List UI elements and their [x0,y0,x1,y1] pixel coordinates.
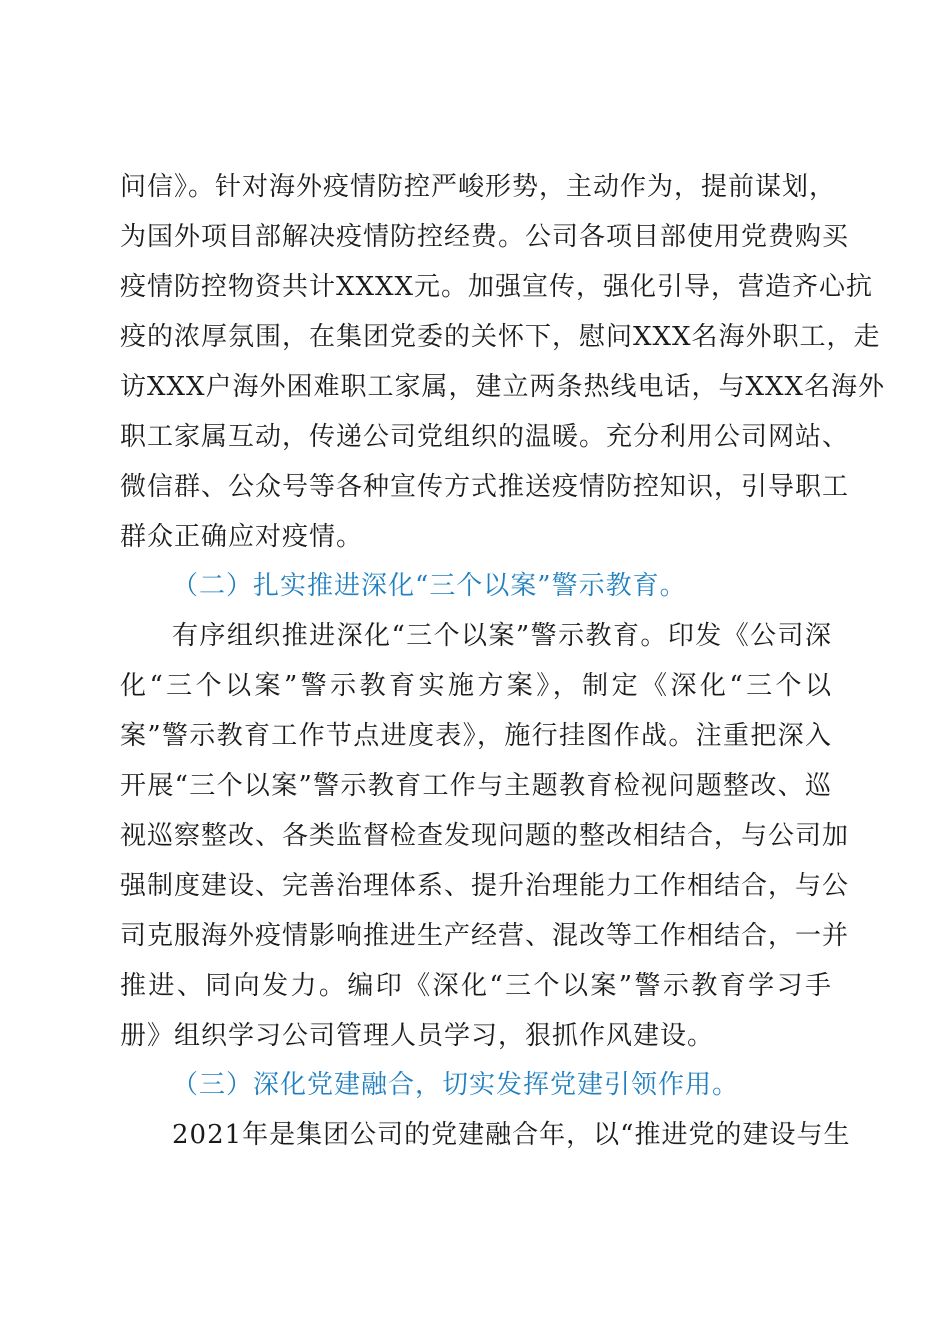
paragraph-line: 疫的浓厚氛围，在集团党委的关怀下，慰问XXX名海外职工，走 [120,322,881,352]
paragraph-line: 为国外项目部解决疫情防控经费。公司各项目部使用党费购买 [120,222,850,252]
paragraph-line: 化“三个以案”警示教育实施方案》，制定《深化“三个以 [120,671,832,701]
paragraph-line-last: 册》组织学习公司管理人员学习，狠抓作风建设。 [120,1021,715,1051]
section-heading-2: （二）扎实推进深化“三个以案”警示教育。 [172,571,687,601]
paragraph-line-first: 2021年是集团公司的党建融合年，以“推进党的建设与生 [172,1120,851,1150]
paragraph-line: 职工家属互动，传递公司党组织的温暖。充分利用公司网站、 [120,422,850,452]
paragraph-line-last: 群众正确应对疫情。 [120,522,364,552]
paragraph-line: 问信》。针对海外疫情防控严峻形势，主动作为，提前谋划， [120,172,837,202]
paragraph-line: 开展“三个以案”警示教育工作与主题教育检视问题整改、巡 [120,771,832,801]
paragraph-line: 案”警示教育工作节点进度表》，施行挂图作战。注重把深入 [120,721,832,751]
paragraph-line: 强制度建设、完善治理体系、提升治理能力工作相结合，与公 [120,871,850,901]
paragraph-line: 视巡察整改、各类监督检查发现问题的整改相结合，与公司加 [120,821,850,851]
paragraph-line: 司克服海外疫情影响推进生产经营、混改等工作相结合，一并 [120,921,850,951]
paragraph-line: 微信群、公众号等各种宣传方式推送疫情防控知识，引导职工 [120,472,850,502]
paragraph-line-first: 有序组织推进深化“三个以案”警示教育。印发《公司深 [172,621,832,651]
section-heading-3: （三）深化党建融合，切实发挥党建引领作用。 [172,1070,740,1100]
paragraph-line: 访XXX户海外困难职工家属，建立两条热线电话，与XXX名海外 [120,372,886,402]
paragraph-line: 疫情防控物资共计XXXX元。加强宣传，强化引导，营造齐心抗 [120,272,874,302]
paragraph-line: 推进、同向发力。编印《深化“三个以案”警示教育学习手 [120,971,832,1001]
